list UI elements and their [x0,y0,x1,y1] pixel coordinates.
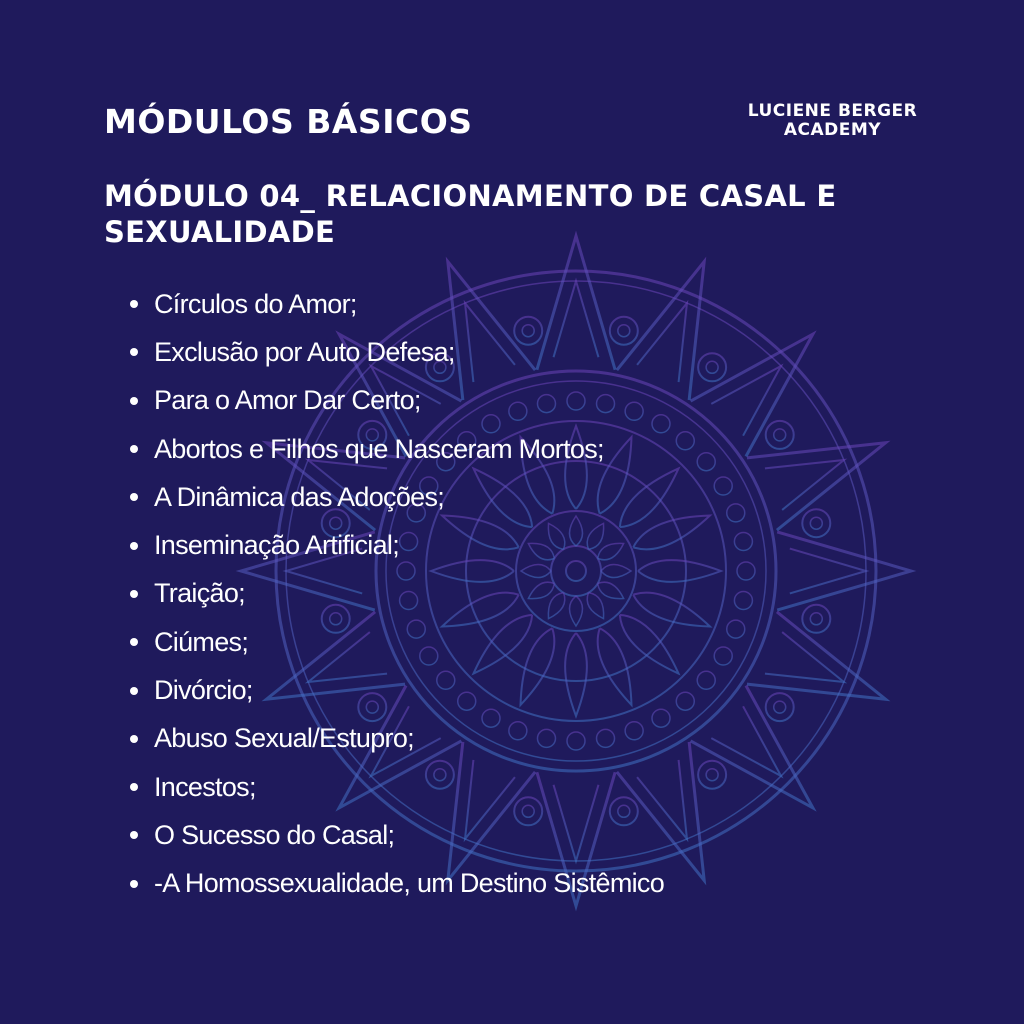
list-item [130,860,664,908]
topic-label: Abuso Sexual/Estupro; [154,723,414,754]
topic-label: Círculos do Amor; [154,288,357,319]
bullet-icon [130,831,138,839]
bullet-icon [130,542,138,550]
topic-label: O Sucesso do Casal; [154,819,395,850]
mandala-ornament-part [706,769,718,781]
mandala-ornament-part [727,620,745,638]
list-item [130,280,664,328]
topic-label: A Dinâmica das Adoções; [154,481,445,512]
list-item [130,377,664,425]
bullet-icon [130,880,138,888]
bullet-icon [130,783,138,791]
mandala-ornament-part [734,532,752,550]
list-item [130,763,664,811]
topic-list [130,280,664,908]
bullet-icon [130,348,138,356]
brand-logo [720,102,945,140]
list-item [130,425,664,473]
topic-label: Traição; [154,578,245,609]
list-item [130,811,664,859]
mandala-ornament-part [810,613,822,625]
mandala-ornament-part [766,421,794,449]
list-item [130,570,664,618]
brand-name-line-1: LUCIENE BERGER [747,101,918,121]
topic-label: Divórcio; [154,675,253,706]
mandala-ornament-part [802,605,830,633]
mandala-ornament-part [802,509,830,537]
mandala-ornament-part [774,429,786,441]
mandala-ornament-part [714,647,732,665]
mandala-ornament-part [810,517,822,529]
topic-label: Exclusão por Auto Defesa; [154,336,455,367]
mandala-ornament-part [727,504,745,522]
mandala-ornament-part [766,693,794,721]
module-heading: MÓDULO 04_ RELACIONAMENTO DE CASAL E SEXUALIDADE [104,179,837,249]
mandala-ornament-part [691,334,813,456]
bullet-icon [130,735,138,743]
list-item [130,618,664,666]
mandala-ornament-part [697,671,715,689]
topic-label: -A Homossexualidade, um Destino Sistêmico [154,868,665,899]
topic-label: Inseminação Artificial; [154,530,400,561]
mandala-ornament-part [777,532,911,610]
page-title: MÓDULOS BÁSICOS [104,102,473,141]
topic-label: Ciúmes; [154,626,249,657]
bullet-icon [130,493,138,501]
list-item [130,473,664,521]
mandala-ornament-part [697,453,715,471]
list-item [130,715,664,763]
mandala-ornament-part [734,592,752,610]
mandala-ornament-part [714,477,732,495]
topic-label: Para o Amor Dar Certo; [154,385,421,416]
bullet-icon [130,638,138,646]
list-item [130,328,664,376]
mandala-ornament-part [676,692,694,710]
mandala-ornament-part [698,353,726,381]
topic-label: Abortos e Filhos que Nasceram Mortos; [154,433,604,464]
mandala-ornament-part [774,701,786,713]
brand-name-line-2: ACADEMY [783,120,882,140]
list-item [130,666,664,714]
mandala-ornament-part [691,686,813,808]
mandala-ornament-part [676,432,694,450]
bullet-icon [130,445,138,453]
list-item [130,521,664,569]
mandala-ornament-part [706,361,718,373]
bullet-icon [130,687,138,695]
mandala-ornament-part [737,562,755,580]
bullet-icon [130,397,138,405]
topic-label: Incestos; [154,771,256,802]
bullet-icon [130,590,138,598]
mandala-ornament-part [698,761,726,789]
bullet-icon [130,300,138,308]
